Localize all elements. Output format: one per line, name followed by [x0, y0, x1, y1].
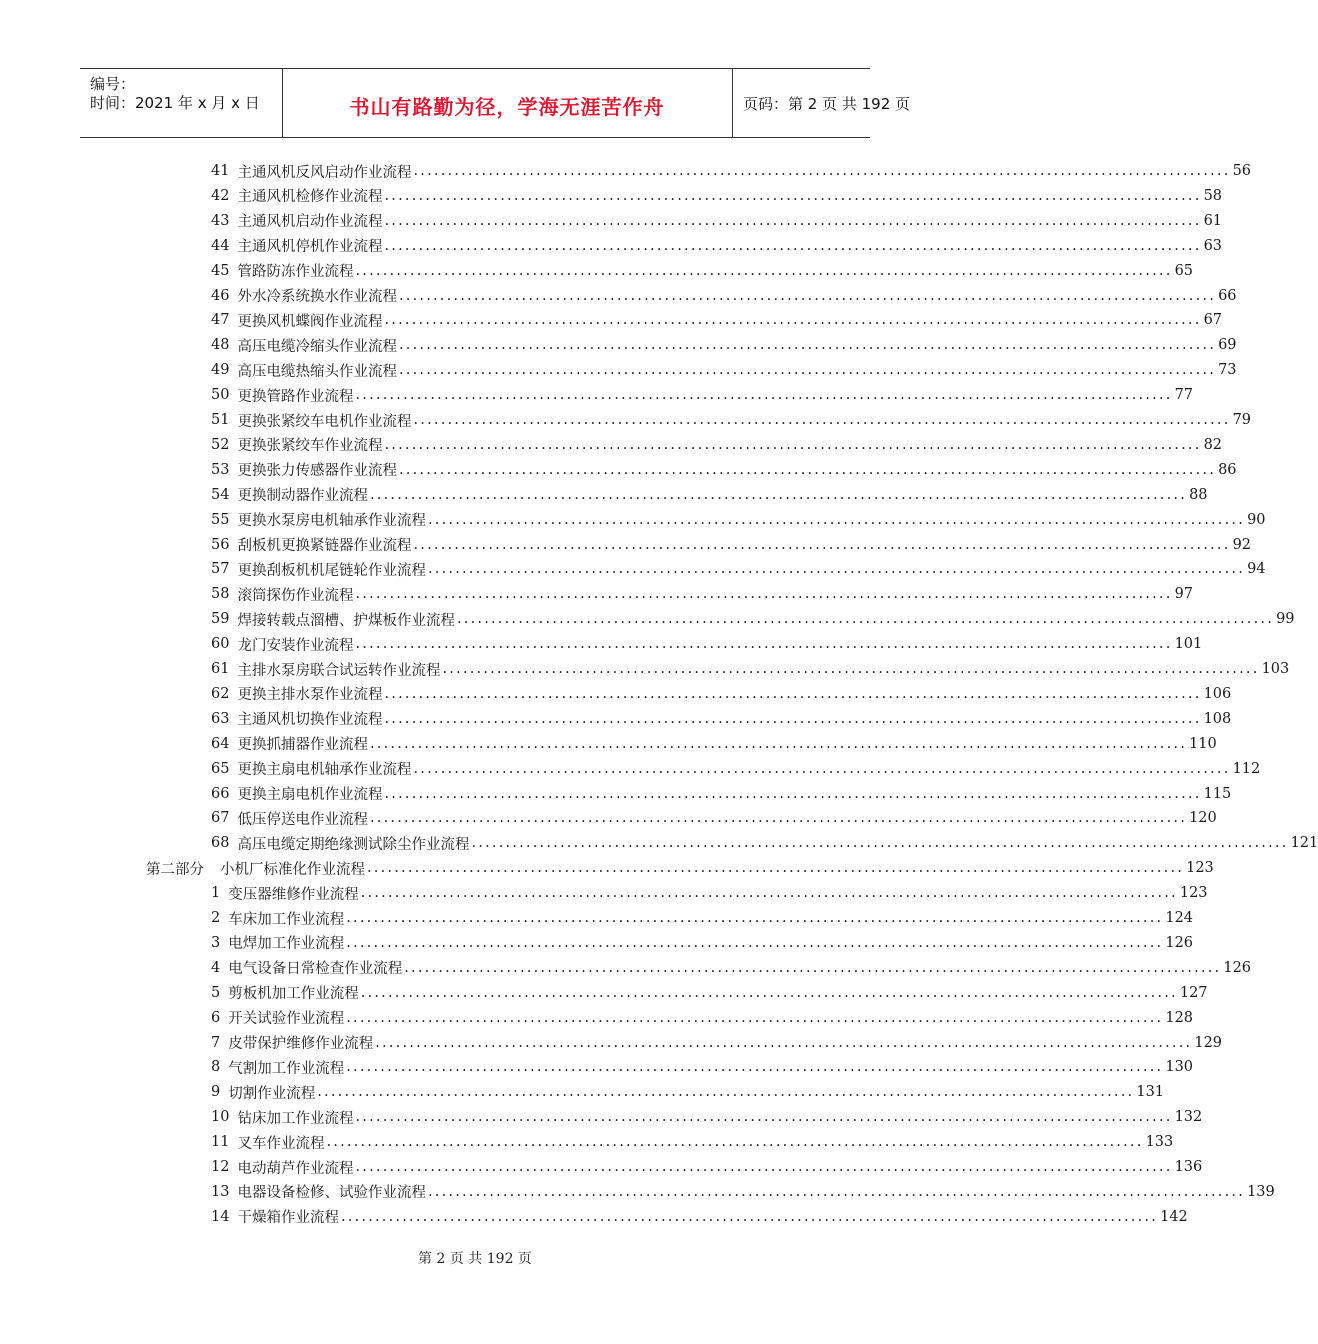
toc-entry[interactable] — [211, 783, 1232, 805]
dot-leader: ........................................................................................................................ — [384, 212, 1202, 229]
toc-entry-number: 48 — [211, 337, 230, 354]
toc-entry-number: 50 — [211, 387, 230, 404]
toc-entry[interactable] — [211, 633, 1203, 655]
toc-entry-title: 更换张力传感器作业流程 — [237, 463, 397, 480]
toc-entry[interactable] — [211, 733, 1217, 755]
toc-entry-title: 更换主扇电机轴承作业流程 — [237, 762, 412, 779]
dot-leader: ........................................................................................................................ — [398, 287, 1217, 304]
toc-entry-page-number: 121 — [1290, 835, 1318, 852]
toc-entry-page-number: 61 — [1203, 212, 1223, 229]
dot-leader: ........................................................................................................................ — [369, 810, 1188, 827]
toc-entry-number: 49 — [211, 362, 230, 379]
toc-entry-page-number: 127 — [1179, 984, 1208, 1001]
toc-entry-title: 更换张紧绞车电机作业流程 — [237, 413, 412, 430]
dot-leader: ........................................................................................................................ — [442, 661, 1260, 677]
toc-entry-page-number: 112 — [1232, 760, 1261, 777]
toc-entry-number: 44 — [211, 237, 230, 254]
toc-entry[interactable] — [211, 534, 1252, 556]
page-footer: 第 2 页 共 192 页 — [418, 1251, 532, 1267]
toc-entry-page-number: 79 — [1232, 412, 1252, 428]
toc-entry[interactable] — [211, 683, 1232, 705]
toc-entry-number: 62 — [211, 685, 230, 702]
toc-entry-title: 更换管路作业流程 — [237, 388, 354, 405]
toc-entry[interactable] — [211, 1156, 1203, 1178]
dot-leader: ........................................................................................................................ — [355, 387, 1173, 404]
toc-entry[interactable] — [211, 608, 1295, 630]
toc-entry-title: 滚筒探伤作业流程 — [237, 587, 354, 604]
dot-leader: ........................................................................................................................ — [398, 337, 1217, 354]
toc-entry-title: 切割作业流程 — [228, 1085, 316, 1102]
toc-entry-title: 龙门安装作业流程 — [237, 637, 354, 654]
dot-leader: ........................................................................................................................ — [427, 1183, 1246, 1200]
toc-entry-title: 更换主排水泵作业流程 — [237, 687, 383, 704]
toc-entry[interactable] — [211, 658, 1290, 680]
toc-entry[interactable] — [211, 309, 1223, 331]
toc-entry-title: 焊接转载点溜槽、护煤板作业流程 — [237, 612, 455, 629]
toc-entry[interactable] — [211, 1181, 1275, 1203]
dot-leader: ........................................................................................................................ — [355, 636, 1173, 653]
toc-entry[interactable] — [211, 409, 1252, 431]
toc-entry[interactable] — [211, 1106, 1203, 1128]
toc-entry-title: 主通风机启动作业流程 — [237, 214, 383, 231]
dot-leader: ........................................................................................................................ — [413, 412, 1231, 428]
toc-entry-title: 高压电缆热缩头作业流程 — [237, 363, 397, 380]
dot-leader: ........................................................................................................................ — [384, 187, 1202, 204]
dot-leader: ........................................................................................................................ — [360, 984, 1178, 1001]
toc-entry-page-number: 131 — [1136, 1084, 1165, 1101]
toc-entry-number: 66 — [211, 785, 230, 802]
toc-entry[interactable] — [211, 384, 1194, 406]
dot-leader: ........................................................................................................................ — [355, 1159, 1173, 1175]
dot-leader: ........................................................................................................................ — [375, 1034, 1193, 1051]
toc-entry-number: 第二部分 — [146, 861, 204, 878]
toc-entry-number: 68 — [211, 835, 230, 852]
toc-entry-page-number: 86 — [1218, 461, 1237, 478]
toc-entry-title: 气割加工作业流程 — [228, 1060, 345, 1077]
toc-entry-title: 管路防冻作业流程 — [237, 264, 354, 281]
toc-entry-number: 54 — [211, 486, 230, 503]
dot-leader: ........................................................................................................................ — [369, 735, 1188, 752]
toc-entry-title: 钻床加工作业流程 — [237, 1110, 354, 1127]
toc-entry-page-number: 82 — [1203, 436, 1223, 453]
dot-leader: ........................................................................................................................ — [404, 959, 1222, 976]
toc-entry[interactable] — [211, 832, 1318, 854]
dot-leader: ........................................................................................................................ — [360, 885, 1178, 902]
toc-entry-page-number: 99 — [1276, 611, 1295, 628]
toc-entry-page-number: 108 — [1203, 710, 1232, 727]
dot-leader: ........................................................................................................................ — [346, 934, 1164, 951]
toc-entry[interactable] — [211, 235, 1223, 257]
toc-entry[interactable] — [211, 932, 1194, 954]
dot-leader: ........................................................................................................................ — [456, 611, 1275, 628]
toc-entry[interactable] — [211, 1131, 1174, 1153]
dot-leader: ........................................................................................................................ — [384, 785, 1202, 802]
toc-entry-number: 7 — [211, 1034, 221, 1051]
dot-leader: ........................................................................................................................ — [413, 760, 1231, 777]
toc-entry-number: 6 — [211, 1009, 221, 1026]
toc-entry-page-number: 115 — [1203, 785, 1232, 802]
toc-entry-number: 51 — [211, 412, 230, 428]
toc-entry-title: 剪板机加工作业流程 — [228, 986, 359, 1003]
toc-entry-title: 主通风机检修作业流程 — [237, 189, 383, 206]
dot-leader: ........................................................................................................................ — [384, 710, 1202, 727]
toc-entry-page-number: 101 — [1174, 636, 1203, 653]
header-left-cell — [80, 69, 283, 137]
dot-leader: ........................................................................................................................ — [340, 1208, 1159, 1225]
toc-entry[interactable] — [211, 1032, 1223, 1054]
toc-entry-number: 52 — [211, 436, 230, 453]
toc-entry-number: 55 — [211, 511, 230, 528]
toc-entry[interactable] — [211, 1007, 1194, 1029]
page-header — [80, 68, 911, 138]
toc-entry-number: 9 — [211, 1084, 221, 1101]
toc-entry-number: 61 — [211, 661, 230, 677]
toc-entry-title: 电动葫芦作业流程 — [237, 1160, 354, 1177]
toc-section-heading[interactable] — [146, 857, 1214, 879]
toc-entry-number: 13 — [211, 1183, 230, 1200]
dot-leader: ........................................................................................................................ — [355, 586, 1173, 603]
toc-entry-page-number: 129 — [1194, 1034, 1223, 1051]
toc-entry-title: 干燥箱作业流程 — [237, 1210, 339, 1227]
toc-entry[interactable] — [211, 509, 1266, 531]
dot-leader: ........................................................................................................................ — [346, 1059, 1164, 1076]
dot-leader: ........................................................................................................................ — [384, 237, 1202, 254]
toc-entry[interactable] — [211, 583, 1194, 605]
dot-leader: ........................................................................................................................ — [355, 1109, 1173, 1126]
toc-entry-page-number: 58 — [1203, 187, 1223, 204]
toc-entry-title: 车床加工作业流程 — [228, 911, 345, 928]
toc-entry-number: 64 — [211, 735, 230, 752]
toc-entry-page-number: 69 — [1218, 337, 1237, 354]
toc-entry-page-number: 63 — [1203, 237, 1223, 254]
dot-leader: ........................................................................................................................ — [384, 685, 1202, 702]
toc-entry-page-number: 97 — [1174, 586, 1194, 603]
toc-entry-number: 65 — [211, 760, 230, 777]
toc-entry-title: 皮带保护维修作业流程 — [228, 1036, 374, 1052]
toc-entry-title: 电器设备检修、试验作业流程 — [237, 1185, 426, 1202]
toc-entry-page-number: 66 — [1218, 287, 1237, 304]
header-right-cell — [733, 69, 911, 137]
toc-entry[interactable] — [211, 907, 1194, 929]
toc-entry-page-number: 94 — [1247, 561, 1266, 578]
toc-entry-title: 刮板机更换紧链器作业流程 — [237, 538, 412, 554]
toc-entry-title: 叉车作业流程 — [237, 1135, 325, 1152]
toc-entry[interactable] — [211, 160, 1252, 182]
toc-entry[interactable] — [211, 1056, 1194, 1078]
toc-entry-page-number: 110 — [1189, 735, 1217, 752]
toc-entry-number: 5 — [211, 984, 221, 1001]
header-middle-cell — [282, 69, 733, 137]
toc-entry-title: 更换制动器作业流程 — [237, 488, 368, 505]
toc-entry-number: 59 — [211, 611, 230, 628]
toc-entry-number: 45 — [211, 262, 230, 279]
dot-leader: ........................................................................................................................ — [413, 536, 1231, 553]
toc-entry-number: 14 — [211, 1208, 230, 1225]
toc-entry-page-number: 123 — [1179, 885, 1208, 902]
toc-entry-page-number: 128 — [1165, 1009, 1194, 1026]
dot-leader: ........................................................................................................................ — [427, 511, 1246, 528]
toc-entry[interactable] — [211, 758, 1261, 780]
toc-entry-page-number: 103 — [1261, 661, 1290, 677]
toc-entry-title: 更换风机蝶阀作业流程 — [237, 313, 383, 330]
dot-leader: ........................................................................................................................ — [346, 910, 1164, 926]
toc-entry-title: 更换张紧绞车作业流程 — [237, 438, 383, 455]
toc-entry-page-number: 126 — [1223, 959, 1252, 976]
toc-entry-page-number: 136 — [1174, 1159, 1203, 1175]
toc-entry-number: 46 — [211, 287, 230, 304]
toc-entry-number: 12 — [211, 1159, 230, 1175]
toc-entry-number: 2 — [211, 910, 221, 926]
toc-entry[interactable] — [211, 210, 1223, 232]
toc-entry-title: 变压器维修作业流程 — [228, 886, 359, 903]
toc-entry-page-number: 56 — [1232, 163, 1252, 179]
toc-entry-number: 8 — [211, 1059, 221, 1076]
toc-entry-number: 10 — [211, 1109, 230, 1126]
dot-leader: ........................................................................................................................ — [326, 1134, 1144, 1151]
toc-entry-page-number: 65 — [1174, 262, 1194, 279]
toc-entry-number: 58 — [211, 586, 230, 603]
toc-entry-title: 电气设备日常检查作业流程 — [228, 961, 403, 978]
toc-entry-number: 63 — [211, 710, 230, 727]
dot-leader: ........................................................................................................................ — [355, 262, 1173, 279]
dot-leader: ........................................................................................................................ — [427, 561, 1246, 578]
toc-entry-title: 高压电缆冷缩头作业流程 — [237, 338, 397, 355]
toc-entry[interactable] — [211, 807, 1217, 829]
dot-leader: ........................................................................................................................ — [398, 461, 1217, 478]
toc-entry[interactable] — [211, 1081, 1165, 1103]
dot-leader: ........................................................................................................................ — [413, 163, 1231, 179]
toc-entry-title: 更换主扇电机作业流程 — [237, 787, 383, 803]
toc-entry-title: 主通风机反风启动作业流程 — [237, 164, 412, 181]
dot-leader: ........................................................................................................................ — [346, 1009, 1164, 1026]
toc-entry-page-number: 106 — [1203, 685, 1232, 702]
toc-entry-title: 高压电缆定期绝缘测试除尘作业流程 — [237, 836, 470, 853]
dot-leader: ........................................................................................................................ — [471, 835, 1289, 852]
dot-leader: ........................................................................................................................ — [384, 312, 1202, 329]
toc-entry-title: 电焊加工作业流程 — [228, 936, 345, 953]
toc-entry-title: 主通风机停机作业流程 — [237, 239, 383, 256]
toc-entry[interactable] — [211, 260, 1194, 282]
toc-entry-page-number: 126 — [1165, 934, 1194, 951]
toc-entry-title: 主通风机切换作业流程 — [237, 712, 383, 729]
toc-entry-number: 43 — [211, 212, 230, 229]
toc-entry[interactable] — [211, 434, 1223, 456]
toc-entry-title: 主排水泵房联合试运转作业流程 — [237, 662, 441, 679]
dot-leader: ........................................................................................................................ — [367, 860, 1185, 877]
toc-entry-number: 60 — [211, 636, 230, 653]
toc-entry[interactable] — [211, 285, 1237, 307]
toc-entry-title: 更换抓捕器作业流程 — [237, 737, 368, 754]
toc-entry-title: 更换水泵房电机轴承作业流程 — [237, 513, 426, 530]
toc-entry-page-number: 120 — [1189, 810, 1217, 827]
toc-entry[interactable] — [211, 882, 1208, 904]
toc-entry-page-number: 139 — [1247, 1183, 1275, 1200]
dot-leader: ........................................................................................................................ — [398, 362, 1217, 379]
toc-entry[interactable] — [211, 334, 1237, 356]
toc-entry-page-number: 77 — [1174, 387, 1194, 404]
toc-entry[interactable] — [211, 484, 1208, 506]
toc-entry-page-number: 73 — [1218, 362, 1237, 379]
toc-entry-page-number: 142 — [1160, 1208, 1188, 1225]
header-motto: 书山有路勤为径，学海无涯苦作舟 — [349, 95, 665, 119]
toc-entry[interactable] — [211, 708, 1232, 730]
serial-label: 编号： — [90, 75, 136, 93]
toc-entry-page-number: 123 — [1186, 860, 1214, 877]
header-page-code: 页码：第 2 页 共 192 页 — [743, 95, 911, 113]
toc-entry[interactable] — [211, 459, 1237, 481]
toc-entry-number: 41 — [211, 163, 230, 179]
toc-entry-page-number: 124 — [1165, 910, 1194, 926]
toc-entry-title: 小机厂标准化作业流程 — [220, 861, 365, 878]
toc-entry-number: 3 — [211, 934, 221, 951]
toc-entry-number: 42 — [211, 187, 230, 204]
toc-entry-page-number: 92 — [1232, 536, 1252, 553]
toc-entry-number: 4 — [211, 959, 221, 976]
toc-entry-title: 更换刮板机机尾链轮作业流程 — [237, 562, 426, 579]
dot-leader: ........................................................................................................................ — [369, 486, 1188, 503]
toc-entry-page-number: 130 — [1165, 1059, 1194, 1076]
time-label: 时间：2021 年 x 月 x 日 — [90, 94, 260, 112]
toc-entry-page-number: 133 — [1145, 1134, 1174, 1151]
toc-entry[interactable] — [211, 359, 1237, 381]
toc-entry-number: 56 — [211, 536, 230, 553]
toc-entry[interactable] — [211, 185, 1223, 207]
toc-entry-title: 低压停送电作业流程 — [237, 811, 368, 828]
dot-leader: ........................................................................................................................ — [317, 1084, 1135, 1101]
toc-entry-title: 开关试验作业流程 — [228, 1011, 345, 1028]
toc-entry-page-number: 67 — [1203, 312, 1223, 329]
toc-entry-number: 1 — [211, 885, 221, 902]
toc-entry-number: 53 — [211, 461, 230, 478]
toc-entry[interactable] — [211, 957, 1252, 979]
toc-entry-number: 47 — [211, 312, 230, 329]
toc-entry-page-number: 132 — [1174, 1109, 1203, 1126]
dot-leader: ........................................................................................................................ — [384, 436, 1202, 453]
toc-entry-number: 67 — [211, 810, 230, 827]
toc-entry-title: 外水冷系统换水作业流程 — [237, 289, 397, 305]
toc-entry[interactable] — [211, 558, 1266, 580]
toc-entry[interactable] — [211, 1206, 1188, 1228]
toc-entry[interactable] — [211, 982, 1208, 1004]
toc-entry-page-number: 88 — [1189, 486, 1208, 503]
toc-entry-page-number: 90 — [1247, 511, 1266, 528]
toc-entry-number: 11 — [211, 1134, 230, 1151]
toc-entry-number: 57 — [211, 561, 230, 578]
